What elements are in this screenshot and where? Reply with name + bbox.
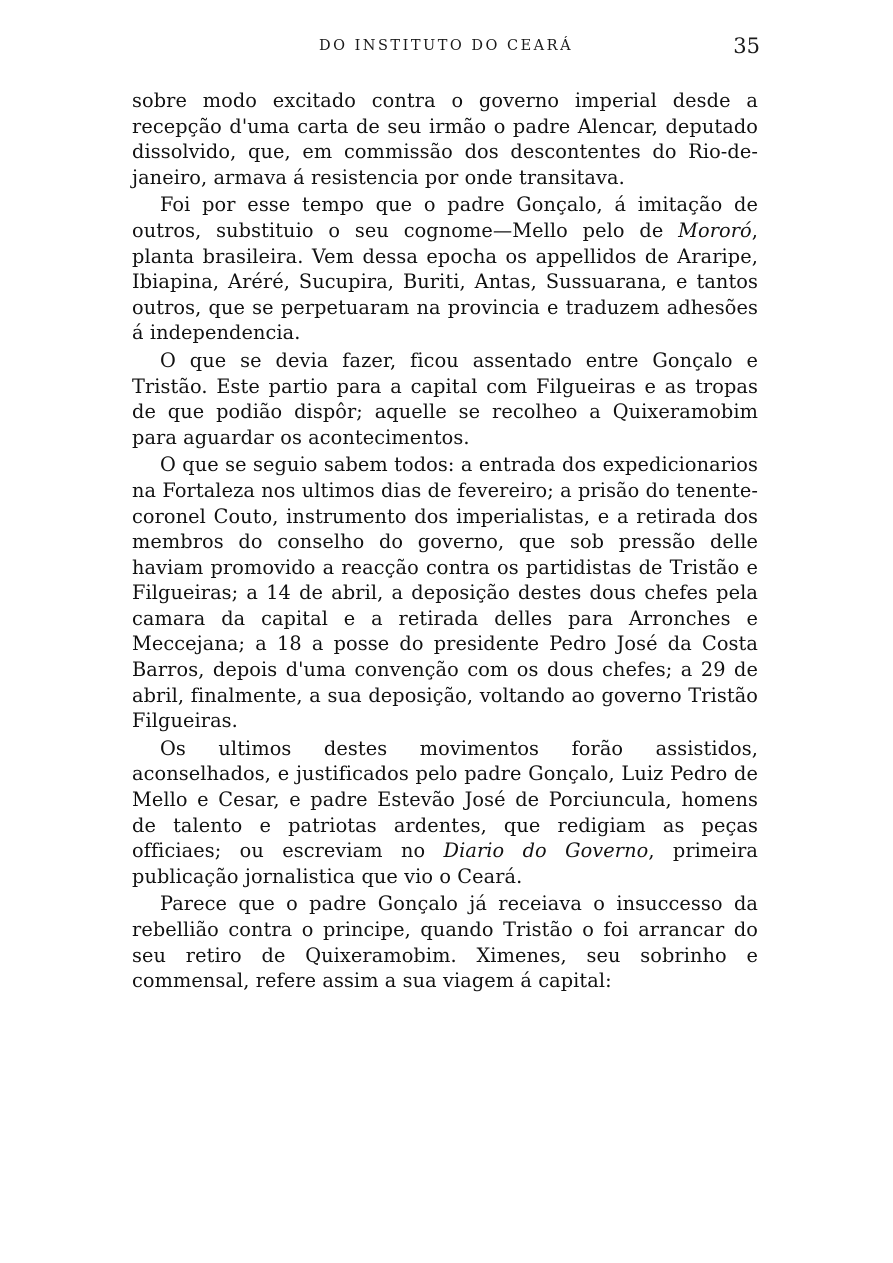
paragraph-4 <box>132 452 758 734</box>
paragraph-6 <box>132 891 758 993</box>
body-text <box>132 88 758 996</box>
running-title: DO INSTITUTO DO CEARÁ <box>318 38 574 54</box>
paragraph-5-text-b: , primeira publicação jornalistica que vio o Ceará. <box>132 839 758 888</box>
paragraph-5-text-a: Os ultimos destes movimentos forão assistidos, aconselhados, e justificados pelo padre Gonçalo, Luiz Pedro de Mello e Cesar, e padre Estevão José de Porciuncula, homens de talento e patriotas ardentes, que redigiam as peças officiaes; ou escreviam no <box>132 736 758 863</box>
paragraph-5 <box>132 736 758 890</box>
paragraph-2-italic-mororo: Mororó <box>678 218 752 242</box>
paragraph-4-text: O que se seguio sabem todos: a entrada dos expedicionarios na Fortaleza nos ultimos dias de fevereiro; a prisão do tenente-coronel Couto, instrumento dos imperialistas, e a retirada dos membros do conselho do governo, que sob pressão delle haviam promovido a reacção contra os partidistas de Tristão e Filgueiras; a 14 de abril, a deposição destes dous chefes pela camara da capital e a retirada delles para Arronches e Meccejana; a 18 a posse do presidente Pedro José da Costa Barros, depois d'uma convenção com os dous chefes; a 29 de abril, finalmente, a sua deposição, voltando ao governo Tristão Filgueiras. <box>132 453 758 733</box>
page-header <box>132 34 760 62</box>
paragraph-6-text: Parece que o padre Gonçalo já receiava o insuccesso da rebellião contra o principe, quando Tristão o foi arrancar do seu retiro de Quixeramobim. Ximenes, seu sobrinho e commensal, refere assim a sua viagem á capital: <box>132 892 758 993</box>
paragraph-1-text: sobre modo excitado contra o governo imperial desde a recepção d'uma carta de seu irmão o padre Alencar, deputado dissolvido, que, em commissão dos descontentes do Rio-de-janeiro, armava á resistencia por onde transitava. <box>132 89 758 189</box>
paragraph-2-text-b: , planta brasileira. Vem dessa epocha os appellidos de Araripe, Ibiapina, Aréré, Sucupira, Buriti, Antas, Sussuarana, e tantos outros, que se perpetuaram na provincia e traduzem adhesões á independencia. <box>132 218 758 345</box>
page-number: 35 <box>733 34 760 58</box>
paragraph-2-text-a: Foi por esse tempo que o padre Gonçalo, á imitação de outros, substituio o seu cognome—Mello pelo de <box>132 193 758 242</box>
paragraph-5-italic-diario: Diario do Governo <box>443 839 649 863</box>
paragraph-2 <box>132 192 758 346</box>
paragraph-3-text: O que se devia fazer, ficou assentado entre Gonçalo e Tristão. Este partio para a capital com Filgueiras e as tropas de que podião dispôr; aquelle se recolheo a Quixeramobim para aguardar os acontecimentos. <box>132 348 758 449</box>
paragraph-1 <box>132 88 758 190</box>
paragraph-3 <box>132 348 758 450</box>
